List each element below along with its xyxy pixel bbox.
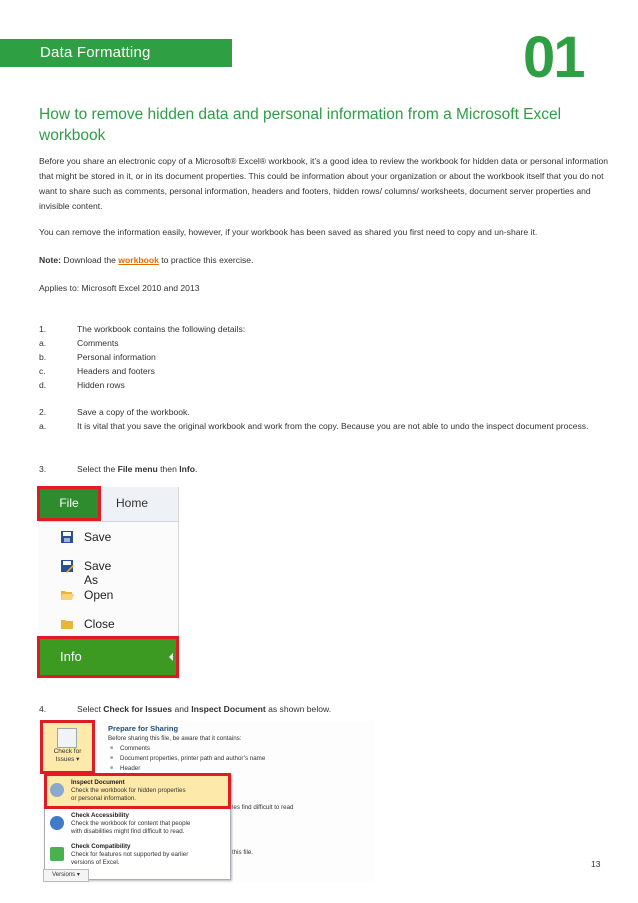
step-text: .	[195, 464, 198, 474]
versions-button[interactable]: Versions ▾	[43, 869, 89, 882]
note-text-before: Download the	[60, 255, 119, 265]
inspect-document-icon	[50, 783, 64, 797]
prepare-sharing-heading: Prepare for Sharing	[108, 724, 179, 733]
check-issues-screenshot	[40, 721, 375, 883]
list-marker: a.	[39, 421, 47, 431]
file-tab[interactable]: File	[40, 489, 98, 518]
inspect-document-item[interactable]	[71, 779, 226, 803]
check-accessibility-item[interactable]	[71, 812, 226, 836]
note-text-after: to practice this exercise.	[158, 255, 254, 265]
intro-paragraph: Before you share an electronic copy of a Microsoft® Excel® workbook, it’s a good idea to review the workbook for hidden data or personal information that might be stored in it, or in its document properties. This could be information about your organization or about the workbook itself that you do not want to share such as comments, personal information, headers and footers, hidden rows/ columns/ worksheets, document server properties and invisible content.	[39, 156, 609, 211]
list-text: The workbook contains the following details:	[77, 324, 246, 334]
background-text: this file.	[232, 849, 253, 856]
list-text: Personal information	[77, 352, 156, 362]
accessibility-icon	[50, 816, 64, 830]
step-text: Select	[77, 704, 104, 714]
menu-item-title: Check Accessibility	[71, 812, 129, 819]
document-check-icon	[57, 728, 77, 748]
list-marker: 2.	[39, 407, 47, 417]
menu-item-title: Check Compatibility	[71, 843, 131, 850]
list-text: Comments	[77, 338, 119, 348]
chapter-number: 01	[523, 25, 584, 90]
check-compatibility-item[interactable]	[71, 843, 226, 867]
step-bold: Info	[179, 464, 195, 474]
page-number: 13	[591, 859, 601, 869]
check-issues-dropdown	[44, 774, 231, 880]
list-marker: 1.	[39, 324, 47, 334]
list-marker: b.	[39, 352, 47, 362]
list-text: Hidden rows	[77, 380, 125, 390]
folder-close-icon	[60, 617, 74, 631]
menu-item-desc: versions of Excel.	[71, 859, 120, 866]
step-text: then	[157, 464, 180, 474]
folder-open-icon	[60, 588, 74, 602]
menu-item-desc: Check for features not supported by earlier	[71, 851, 189, 858]
menu-item-label: Save As	[84, 559, 112, 587]
info-menu-item[interactable]	[40, 639, 176, 675]
home-tab[interactable]: Home	[116, 496, 149, 510]
step-bold: Inspect Document	[191, 704, 266, 714]
menu-item-desc: or personal information.	[71, 795, 137, 802]
list-text	[77, 702, 607, 716]
menu-item-desc: Check the workbook for content that people	[71, 820, 191, 827]
step-bold: File menu	[117, 464, 158, 474]
save-as-icon	[60, 559, 74, 573]
sharing-bullet: ■ Document properties, printer path and author’s name	[120, 755, 265, 762]
list-text: Save a copy of the workbook.	[77, 407, 190, 417]
sharing-bullet: ■ Comments	[120, 745, 150, 752]
note-label: Note:	[39, 255, 61, 265]
menu-item-label: Open	[84, 588, 114, 602]
list-text: It is vital that you save the original workbook and work from the copy. Because you are not able to undo the inspect document process.	[77, 421, 589, 431]
check-issues-line: Check for	[53, 748, 82, 755]
check-for-issues-button[interactable]	[43, 723, 92, 771]
applies-to: Applies to: Microsoft Excel 2010 and 2013	[39, 283, 200, 293]
menu-item-label: Save	[84, 530, 112, 544]
menu-item-title: Inspect Document	[71, 779, 125, 786]
list-marker: d.	[39, 380, 47, 390]
step-text: and	[172, 704, 192, 714]
background-text: les find difficult to read	[232, 804, 294, 811]
step-bold: Check for Issues	[103, 704, 173, 714]
section-banner	[0, 39, 232, 67]
list-text	[77, 462, 607, 476]
file-menu-screenshot	[38, 487, 179, 679]
selected-arrow-icon	[169, 653, 173, 661]
list-text: Headers and footers	[77, 366, 155, 376]
list-marker: a.	[39, 338, 47, 348]
remove-note-paragraph: You can remove the information easily, however, if your workbook has been saved as shared you first need to copy and un-share it.	[39, 227, 538, 237]
page-title: How to remove hidden data and personal information from a Microsoft Excel workbook	[39, 106, 562, 144]
menu-item-label: Close	[84, 617, 115, 631]
step-text: Select the	[77, 464, 118, 474]
check-issues-line: Issues ▾	[55, 756, 80, 763]
list-marker: 4.	[39, 704, 47, 714]
sharing-bullet: ■ Header	[120, 765, 140, 772]
compatibility-icon	[50, 847, 64, 861]
section-label: Data Formatting	[40, 44, 151, 61]
menu-item-desc: with disabilities might find difficult to read.	[71, 828, 185, 835]
workbook-link[interactable]: workbook	[118, 255, 159, 265]
prepare-sharing-subtitle: Before sharing this file, be aware that it contains:	[108, 735, 242, 742]
list-marker: 3.	[39, 464, 47, 474]
list-marker: c.	[39, 366, 46, 376]
info-label: Info	[60, 649, 82, 664]
menu-item-desc: Check the workbook for hidden properties	[71, 787, 186, 794]
check-issues-label	[43, 748, 92, 764]
step-text: as shown below.	[265, 704, 332, 714]
note-paragraph	[39, 253, 609, 268]
save-icon	[60, 530, 74, 544]
